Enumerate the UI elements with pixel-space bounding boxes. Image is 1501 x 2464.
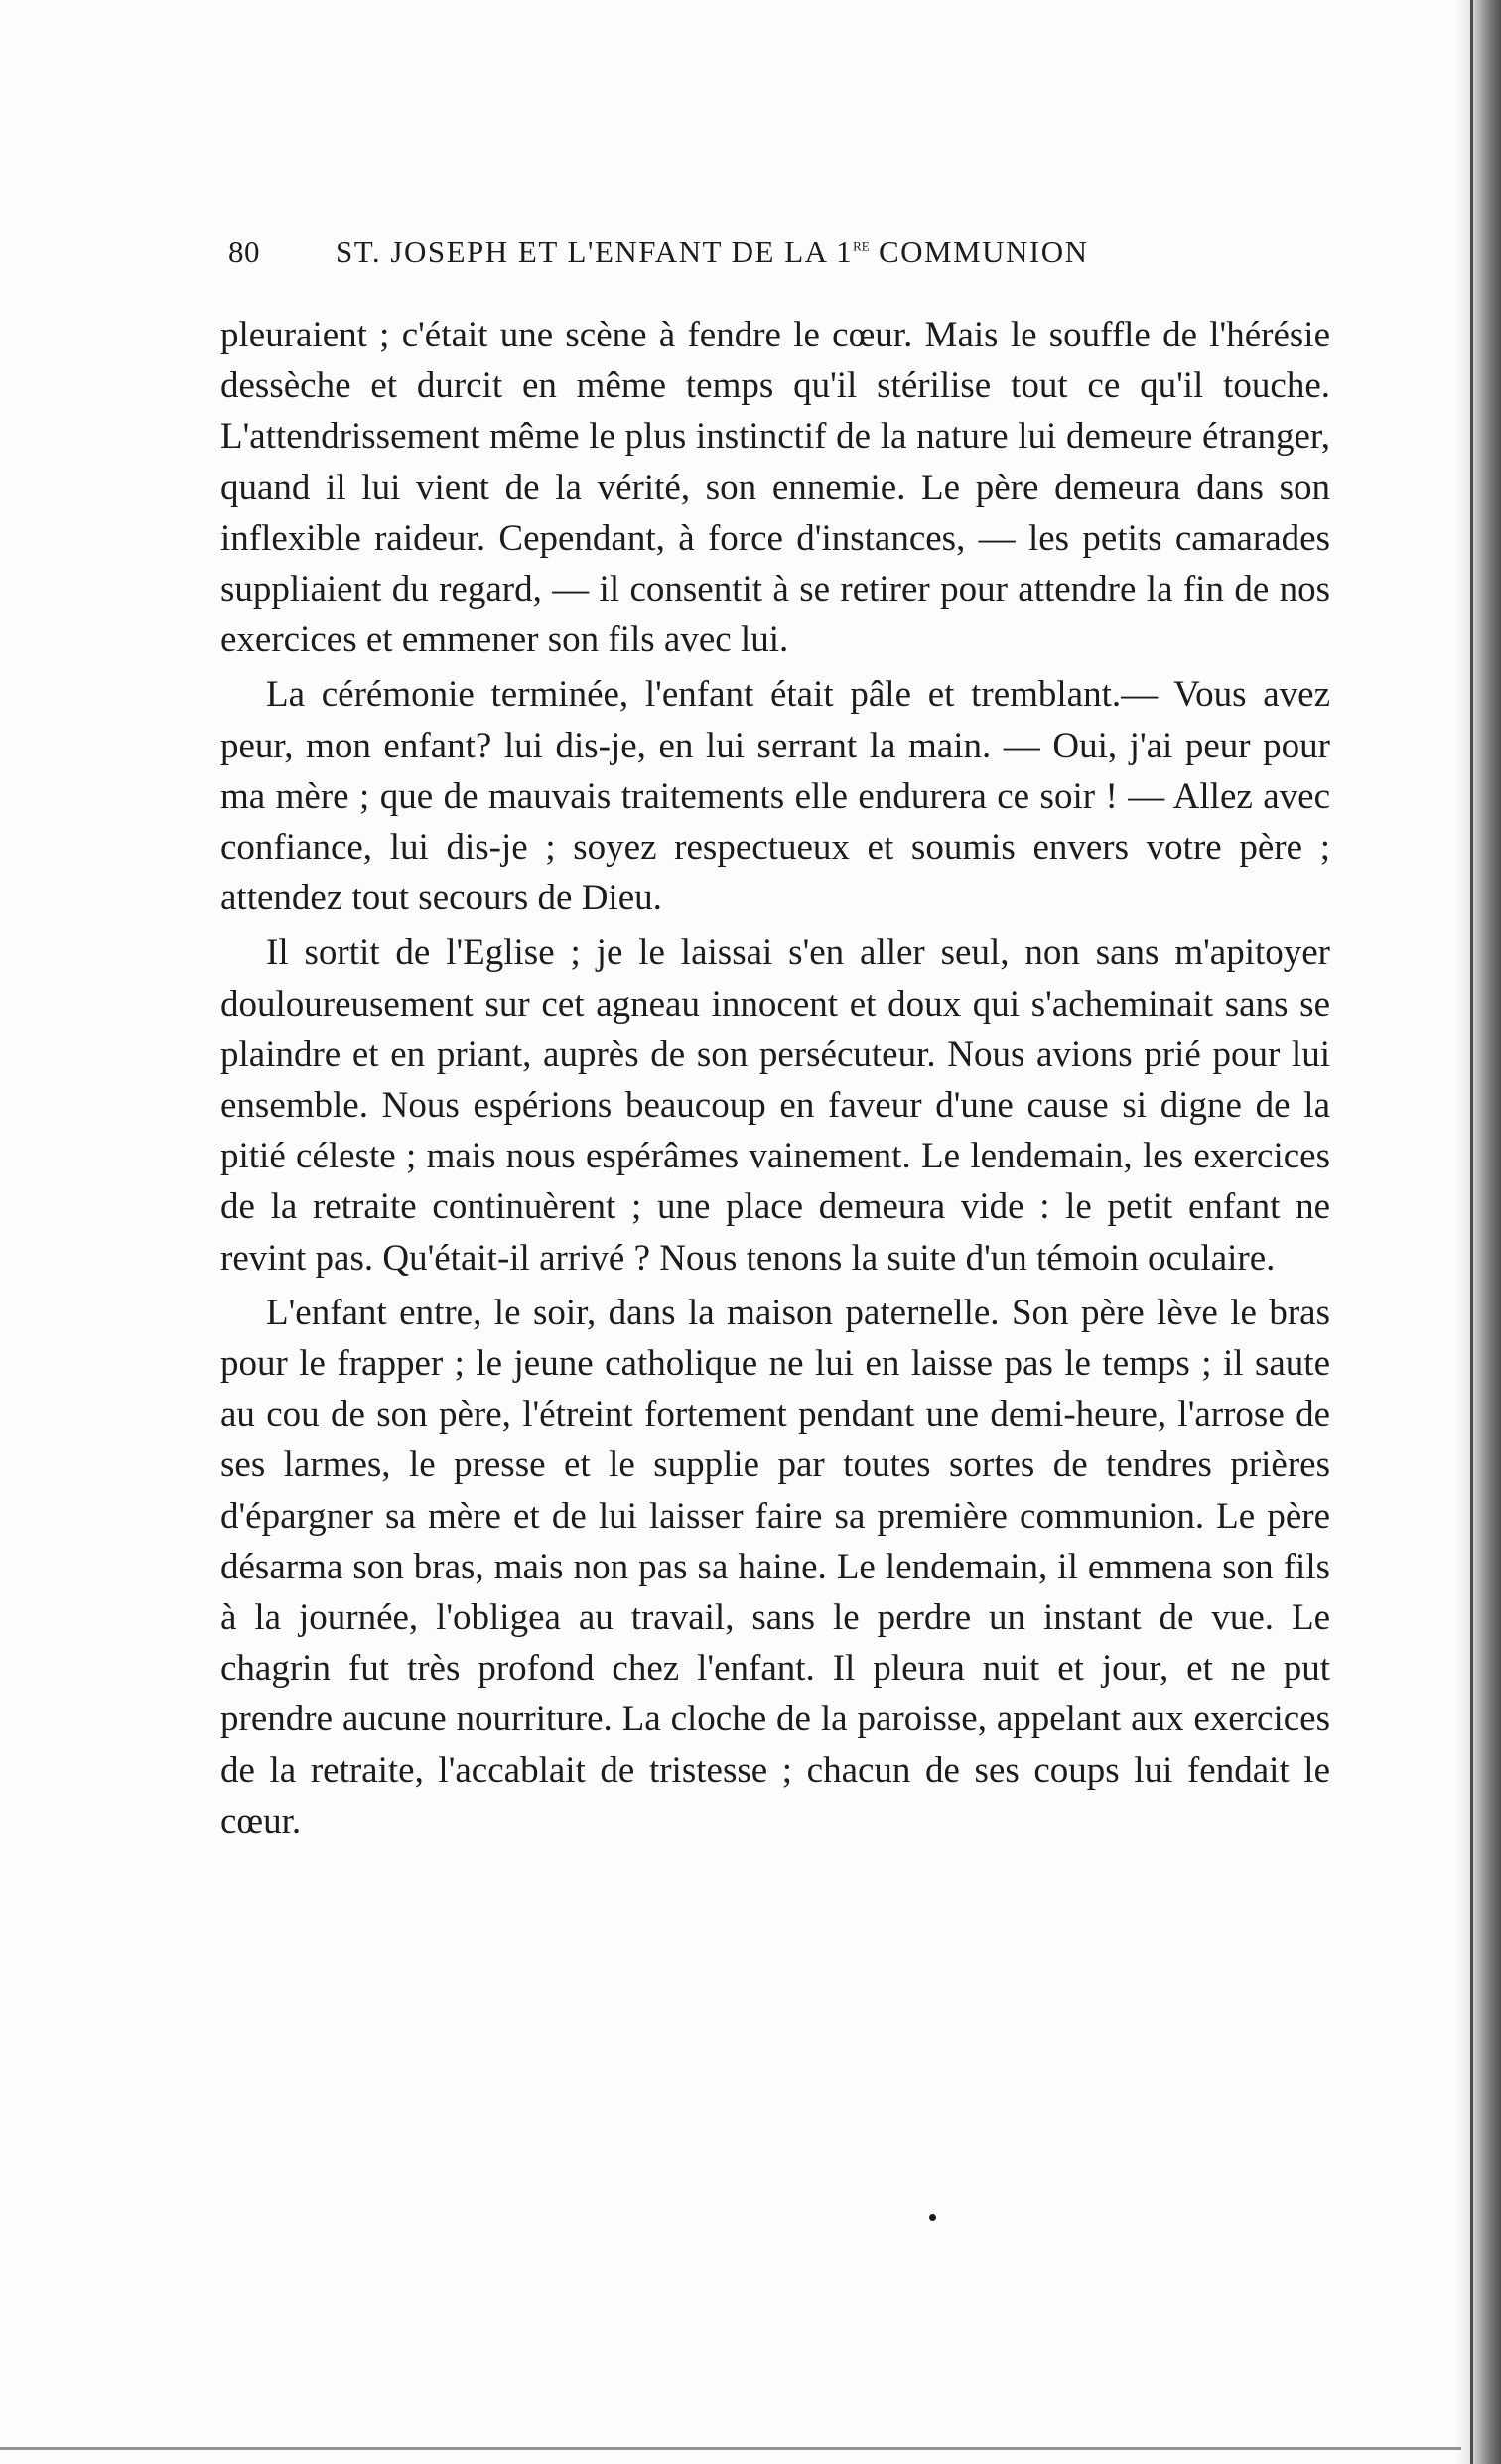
printer-mark [929,2214,936,2221]
page-number: 80 [228,234,260,269]
paragraph: L'enfant entre, le soir, dans la maison paternelle. Son père lève le bras pour le frapper ; le jeune catholique ne lui en laisse pas le temps ; il saute au cou de son père, l'étreint fortement pendant une demi-heure, l'arrose de ses larmes, le presse et le supplie par toutes sortes de tendres prières d'épargner sa mère et de lui laisser faire sa première communion. Le père désarma son bras, mais non pas sa haine. Le lendemain, il emmena son fils à la journée, l'obligea au travail, sans le perdre un instant de vue. Le chagrin fut très profond chez l'enfant. Il pleura nuit et jour, et ne put prendre aucune nourriture. La cloche de la paroisse, appelant aux exercices de la retraite, l'accablait de tristesse ; chacun de ses coups lui fendait le cœur. [220,1292,1330,1842]
running-title [336,234,1089,270]
running-title-main: ST. JOSEPH ET L'ENFANT DE LA 1 [336,234,854,269]
paragraph: Il sortit de l'Eglise ; je le laissai s'en aller seul, non sans m'apitoyer douloureusement sur cet agneau innocent et doux qui s'acheminait sans se plaindre et en priant, auprès de son persécuteur. Nous avions prié pour lui ensemble. Nous espérions beaucoup en faveur d'une cause si digne de la pitié céleste ; mais nous espérâmes vainement. Le lendemain, les exercices de la retraite continuèrent ; une place demeura vide : le petit enfant ne revint pas. Qu'était-il arrivé ? Nous tenons la suite d'un témoin oculaire. [220,932,1330,1279]
running-title-superscript: re [853,234,870,255]
running-header [228,234,1241,284]
running-title-end: COMMUNION [869,234,1089,269]
body-text [220,310,1330,1850]
paragraph: pleuraient ; c'était une scène à fendre le cœur. Mais le souffle de l'hérésie dessèche et durcit en même temps qu'il stérilise tout ce qu'il touche. L'attendrissement même le plus instinctif de la nature lui demeure étranger, quand il lui vient de la vérité, son ennemie. Le père demeura dans son inflexible raideur. Cependant, à force d'instances, — les petits camarades suppliaient du regard, — il consentit à se retirer pour attendre la fin de nos exercices et emmener son fils avec lui. [220,315,1330,661]
paragraph: La cérémonie terminée, l'enfant était pâle et tremblant.— Vous avez peur, mon enfant? lui dis-je, en lui serrant la main. — Oui, j'ai peur pour ma mère ; que de mauvais traitements elle endurera ce soir ! — Allez avec confiance, lui dis-je ; soyez respectueux et soumis envers votre père ; attendez tout secours de Dieu. [220,674,1330,919]
page-bottom-edge [0,2447,1461,2450]
binding-shadow [1455,0,1501,2464]
binding-line [1470,0,1473,2464]
